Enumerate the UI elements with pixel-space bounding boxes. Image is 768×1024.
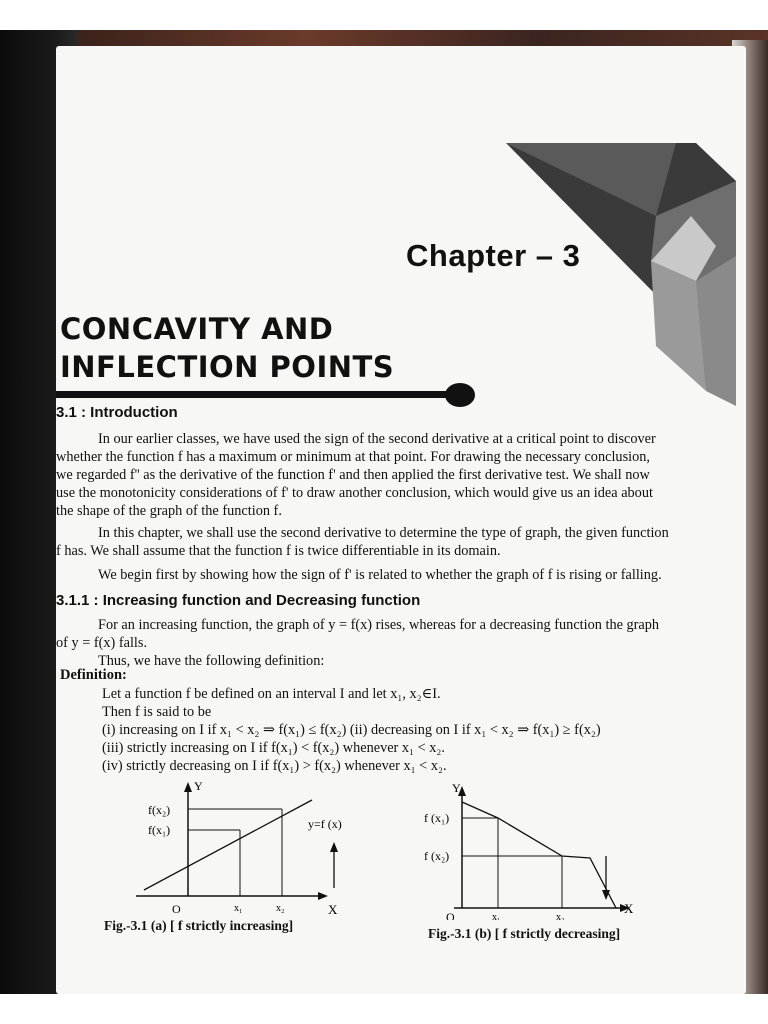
x2-label: x₂ bbox=[276, 903, 285, 914]
figure-a-caption: Fig.-3.1 (a) [ f strictly increasing] bbox=[104, 918, 294, 933]
text-line: we regarded f'' as the derivative of the function f' and then applied the first derivative test. We shall now bbox=[56, 467, 650, 483]
text-line: In our earlier classes, we have used the sign of the second derivative at a critical point to discover bbox=[98, 431, 656, 447]
fx2-label: f(x₂) bbox=[148, 803, 171, 817]
x-axis-label: X bbox=[328, 902, 338, 917]
text-line: whether the function f has a maximum or minimum at that point. For drawing the necessary conclusion, bbox=[56, 449, 650, 465]
definition-line: Let a function f be defined on an interval I and let x₁, x₂∈I. bbox=[102, 686, 441, 702]
text-line: In this chapter, we shall use the second derivative to determine the type of graph, the given function bbox=[98, 525, 669, 541]
definition-line: (iv) strictly decreasing on I if f(x₁) > f(x₂) whenever x₁ < x₂. bbox=[102, 758, 447, 774]
text-line: of y = f(x) falls. bbox=[56, 635, 148, 651]
fx1-label: f(x₁) bbox=[148, 823, 171, 837]
chapter-decoration bbox=[56, 46, 746, 466]
x2-label: x₂ bbox=[556, 912, 565, 920]
x1-label: x₁ bbox=[234, 903, 243, 914]
decreasing-graph bbox=[424, 780, 664, 920]
figure-b-caption: Fig.-3.1 (b) [ f strictly decreasing] bbox=[428, 926, 621, 941]
increasing-decreasing-paragraph bbox=[56, 616, 742, 652]
top-margin bbox=[0, 0, 768, 30]
definition-line: (iii) strictly increasing on I if f(x₁) < f(x₂) whenever x₁ < x₂. bbox=[102, 740, 445, 756]
chapter-scope-paragraph bbox=[56, 524, 742, 560]
section-heading-3-1: 3.1 : Introduction bbox=[56, 404, 178, 421]
figure-b bbox=[424, 780, 664, 925]
bottom-margin bbox=[0, 994, 768, 1024]
figure-a bbox=[116, 778, 346, 923]
x1-label: x₁ bbox=[492, 912, 501, 920]
text-line: f has. We shall assume that the function f is twice differentiable in its domain. bbox=[56, 543, 501, 559]
curve-label: y=f (x) bbox=[308, 817, 342, 831]
y-axis-label: Y bbox=[194, 779, 203, 793]
book-page bbox=[56, 46, 746, 994]
increasing-graph bbox=[116, 778, 346, 918]
text-line: use the monotonicity considerations of f' to draw another conclusion, which would give us an idea about bbox=[56, 485, 653, 501]
x-axis-arrow bbox=[318, 892, 328, 900]
definition-line: (i) increasing on I if x₁ < x₂ ⇒ f(x₁) ≤ f(x₂) (ii) decreasing on I if x₁ < x₂ ⇒ f(x₁) ≥ f(x₂) bbox=[102, 722, 601, 738]
y-axis-label: Y bbox=[452, 781, 461, 795]
text-line: the shape of the graph of the function f. bbox=[56, 503, 282, 519]
background-edge bbox=[0, 30, 768, 46]
title-underline bbox=[56, 391, 456, 398]
origin-label: O bbox=[446, 910, 455, 920]
chapter-number: Chapter – 3 bbox=[406, 238, 581, 273]
sign-paragraph bbox=[56, 566, 742, 584]
text-line: We begin first by showing how the sign of f' is related to whether the graph of f is rising or falling. bbox=[98, 567, 662, 583]
chapter-title-line2: INFLECTION POINTS bbox=[60, 350, 395, 384]
section-heading-3-1-1: 3.1.1 : Increasing function and Decreasing function bbox=[56, 592, 421, 609]
text-line: Thus, we have the following definition: bbox=[98, 653, 325, 669]
origin-label: O bbox=[172, 902, 181, 916]
y-axis-arrow bbox=[184, 782, 192, 792]
up-arrow-head bbox=[330, 842, 338, 852]
thus-line bbox=[56, 652, 742, 670]
fx1-label: f (x₁) bbox=[424, 811, 450, 825]
title-underline-dot bbox=[445, 383, 475, 407]
x-axis-label: X bbox=[624, 901, 634, 916]
definition-line: Then f is said to be bbox=[102, 704, 212, 720]
text-line: For an increasing function, the graph of y = f(x) rises, whereas for a decreasing function the graph bbox=[98, 617, 660, 633]
fx2-label: f (x₂) bbox=[424, 849, 450, 863]
intro-paragraph bbox=[56, 430, 742, 520]
definition-label: Definition: bbox=[60, 667, 127, 683]
chapter-title-line1: CONCAVITY AND bbox=[60, 312, 334, 346]
